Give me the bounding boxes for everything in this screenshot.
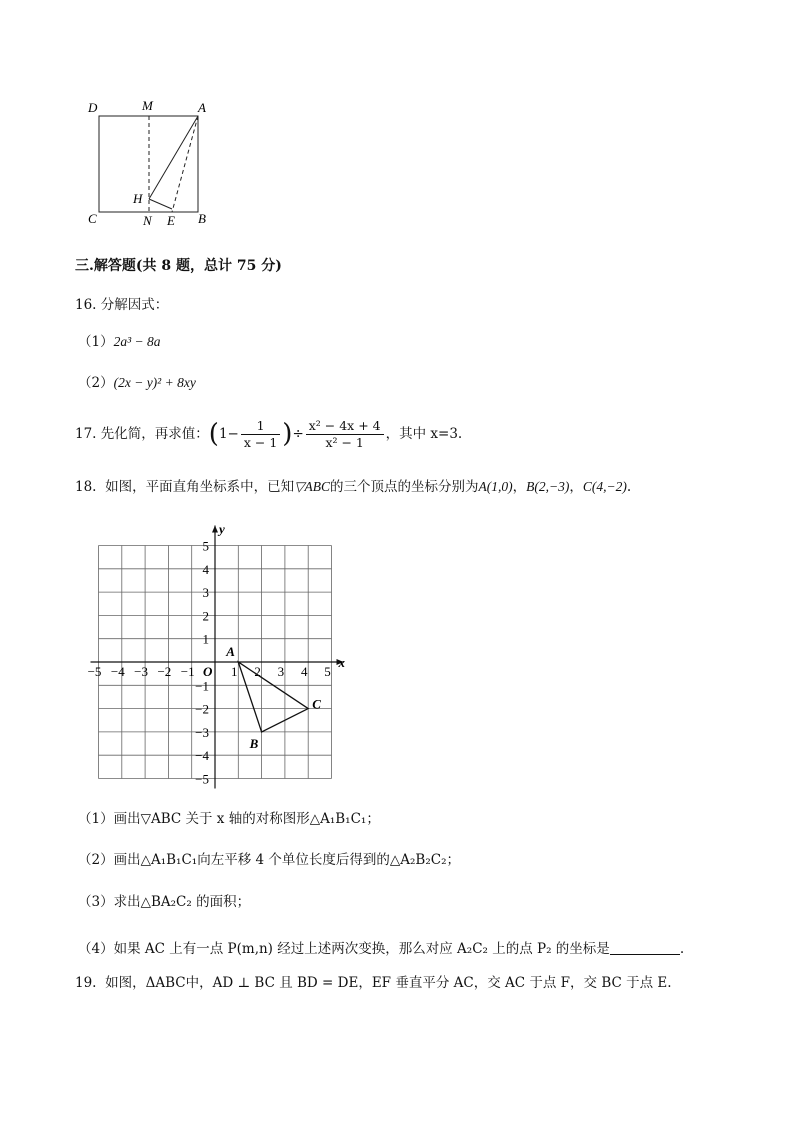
y-tick-label: 2 <box>202 608 209 624</box>
q18-number: 18. <box>75 479 97 495</box>
q17-minus: − <box>227 426 239 442</box>
label-M: M <box>142 98 153 113</box>
y-tick-label: 1 <box>202 631 209 647</box>
x-tick-label: 3 <box>277 664 285 679</box>
paren-right: ) <box>282 419 293 449</box>
q17-frac2-num: x² − 4x + 4 <box>306 418 384 435</box>
q18-prompt <box>75 478 631 496</box>
y-tick-label: −4 <box>195 748 209 764</box>
q18-end: . <box>626 479 632 495</box>
label-H: H <box>133 191 143 206</box>
label-D: D <box>88 100 98 115</box>
answer-blank[interactable] <box>610 940 680 955</box>
y-tick-label: 4 <box>202 561 209 577</box>
q18-part2: （2）画出△A₁B₁C₁向左平移 4 个单位长度后得到的△A₂B₂C₂； <box>78 852 460 868</box>
label-A: A <box>198 100 206 115</box>
x-tick-label: −4 <box>110 664 125 679</box>
paren-left: ( <box>208 419 219 449</box>
q17-div: ÷ <box>292 426 304 442</box>
x-axis-label: x <box>338 655 345 670</box>
vertex-label: C <box>312 696 321 712</box>
x-tick-label: −5 <box>87 664 102 679</box>
y-axis-label: y <box>219 521 225 537</box>
q18-part4-end: . <box>679 941 685 957</box>
x-tick-label: 1 <box>231 664 238 679</box>
q16-number: 16. <box>75 297 97 313</box>
triangle-abc <box>238 662 308 732</box>
q17-frac1-den: x − 1 <box>243 434 278 450</box>
y-tick-label: 5 <box>202 538 209 554</box>
q18-text-mid: 的三个顶点的坐标分别为 <box>329 479 479 495</box>
q18-triangle: ▽ABC <box>294 479 330 494</box>
q18-part4 <box>78 940 684 958</box>
y-tick-label: 3 <box>202 585 209 601</box>
q16-part1-expr: 2a³ − 8a <box>113 334 161 349</box>
q18-part4-text: （4）如果 AC 上有一点 P(m,n) 经过上述两次变换，那么对应 A₂C₂ 上的点 P₂ 的坐标是 <box>78 941 610 957</box>
q17-frac2-den: x² − 1 <box>325 434 364 450</box>
q17-tail: ，其中 x=3. <box>385 426 463 442</box>
label-N: N <box>143 213 152 228</box>
x-tick-label: 5 <box>324 664 331 679</box>
segment-he <box>149 199 172 209</box>
origin-label: O <box>203 664 213 679</box>
q18-sep-2: ， <box>569 479 583 495</box>
label-E: E <box>167 213 175 228</box>
label-C: C <box>88 211 97 226</box>
q17-text: 先化简，再求值： <box>100 426 209 442</box>
q16-text: 分解因式： <box>100 297 169 313</box>
y-tick-label: −2 <box>195 701 209 717</box>
segment-ah <box>149 116 198 199</box>
x-tick-label: −1 <box>180 664 195 679</box>
y-axis-arrow <box>212 526 218 533</box>
vertex-label: B <box>249 735 259 751</box>
q19-text: 如图，ΔABC中，AD ⊥ BC 且 BD = DE，EF 垂直平分 AC，交 AC 于点 F，交 BC 于点 E. <box>105 975 672 991</box>
q18-point-a: A(1,0) <box>478 479 513 494</box>
dashed-line-ae <box>172 116 198 212</box>
coordinate-grid <box>80 512 350 792</box>
q17-frac1-num: 1 <box>241 418 280 435</box>
label-B: B <box>198 211 206 226</box>
q17-one: 1 <box>218 426 228 442</box>
q17-fraction-1 <box>241 418 280 451</box>
q18-part1: （1）画出▽ABC 关于 x 轴的对称图形△A₁B₁C₁； <box>78 811 380 827</box>
q17-fraction-2 <box>306 418 384 451</box>
q16-part2-label: （2） <box>78 375 114 391</box>
q16-part2 <box>78 374 196 392</box>
vertex-label: A <box>226 644 235 659</box>
x-tick-label: −3 <box>134 664 149 679</box>
q16-part2-expr: (2x − y)² + 8xy <box>113 375 196 390</box>
q18-point-b: B(2,−3) <box>526 479 570 494</box>
q18-text: 如图，平面直角坐标系中，已知 <box>105 479 295 495</box>
q16-part1 <box>78 333 161 351</box>
y-tick-label: −1 <box>195 678 209 694</box>
q18-point-c: C(4,−2) <box>582 479 627 494</box>
q16-prompt <box>75 296 168 314</box>
y-tick-label: −5 <box>195 771 209 787</box>
q18-sep-1: ， <box>512 479 527 495</box>
x-tick-label: 4 <box>300 664 308 679</box>
q17-line <box>75 414 462 454</box>
x-tick-label: −2 <box>157 664 172 679</box>
q18-part3: （3）求出△BA₂C₂ 的面积； <box>78 894 251 910</box>
q19-number: 19. <box>75 975 97 991</box>
q19-line <box>75 974 672 992</box>
square-figure <box>80 96 220 231</box>
section-title: 三.解答题(共 8 题，总计 75 分) <box>75 258 282 274</box>
q17-number: 17. <box>75 426 97 442</box>
y-tick-label: −3 <box>195 724 209 740</box>
x-tick-label: 2 <box>254 664 261 679</box>
q16-part1-label: （1） <box>78 334 114 350</box>
